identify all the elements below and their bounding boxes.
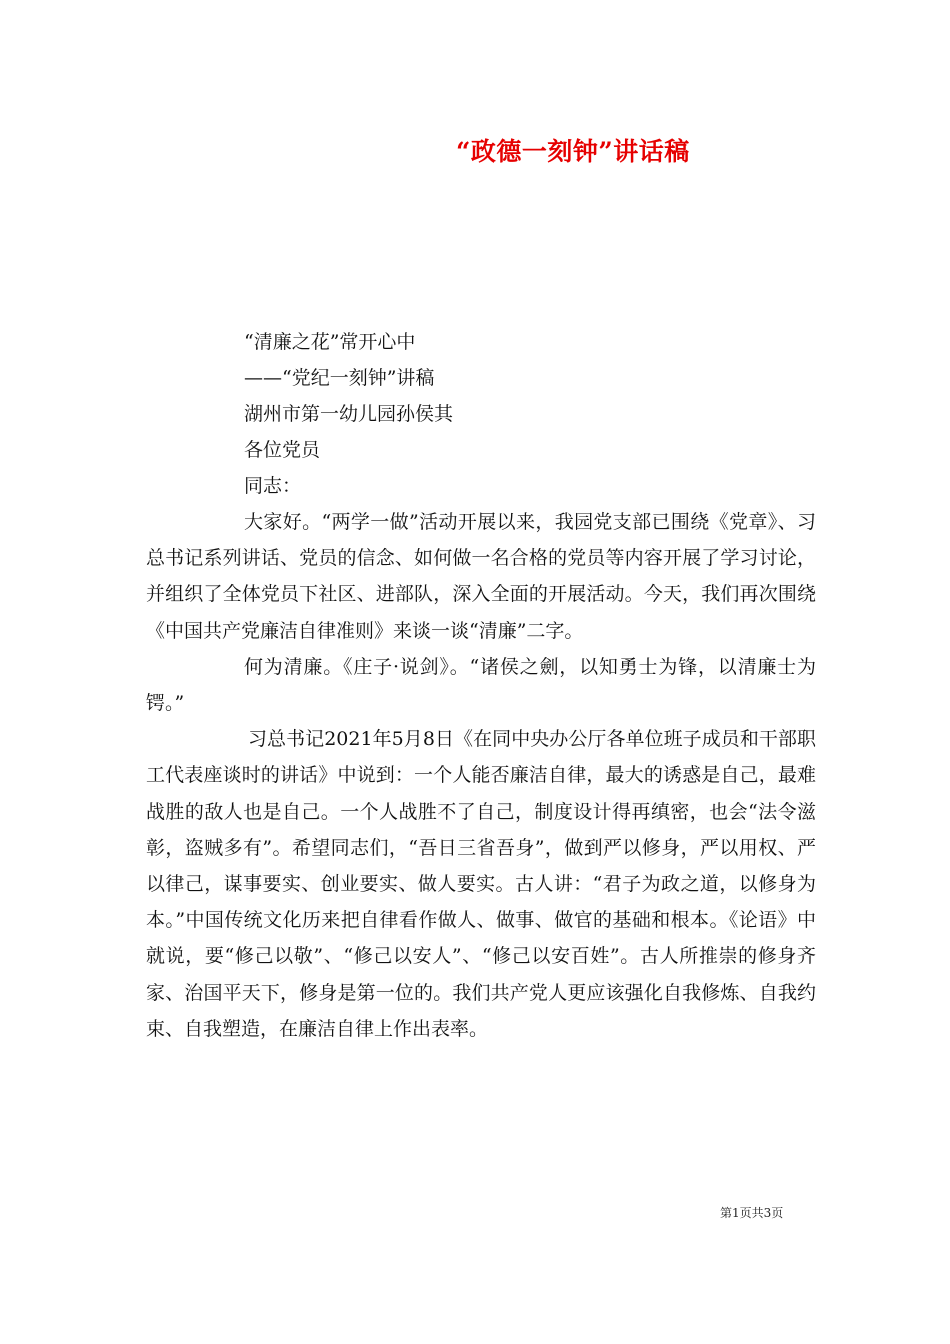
speech-subtitle: “清廉之花”常开心中 [244,331,416,353]
speech-author: 湖州市第一幼儿园孙侯其 [244,403,454,425]
page-number: 第1页共3页 [720,1206,784,1220]
salutation-comrades: 同志： [244,475,302,497]
body-paragraph: 大家好。“两学一做”活动开展以来，我园党支部已围绕《党章》、习总书记系列讲话、党员的信念、如何做一名合格的党员等内容开展了学习讨论，并组织了全体党员下社区、进部队，深入全面的开展活动。今天，我们再次围绕《中国共产党廉洁自律准则》来谈一谈“清廉”二字。 [146,511,816,642]
document-title: “政德一刻钟”讲话稿 [456,137,690,166]
speech-subtitle-secondary: ——“党纪一刻钟”讲稿 [244,367,435,389]
document-body [146,504,816,1047]
body-paragraph: 何为清廉。《庄子·说剑》。“诸侯之劍，以知勇士为锋，以清廉士为锷。” [146,655,816,715]
body-paragraph: 习总书记2021年5月8日《在同中央办公厅各单位班子成员和干部职工代表座谈时的讲话》中说到：一个人能否廉洁自律，最大的诱惑是自己，最难战胜的敌人也是自己。一个人战胜不了自己，制度设计得再缜密，也会“法令滋彰，盗贼多有”。希望同志们，“吾日三省吾身”，做到严以修身，严以用权、严以律己，谋事要实、创业要实、做人要实。古人讲：“君子为政之道，以修身为本。”中国传统文化历来把自律看作做人、做事、做官的基础和根本。《论语》中就说，要“修己以敬”、“修己以安人”、“修己以安百姓”。古人所推崇的修身齐家、治国平天下，修身是第一位的。我们共产党人更应该强化自我修炼、自我约束、自我塑造，在廉洁自律上作出表率。 [146,728,816,1040]
salutation-members: 各位党员 [244,439,321,461]
